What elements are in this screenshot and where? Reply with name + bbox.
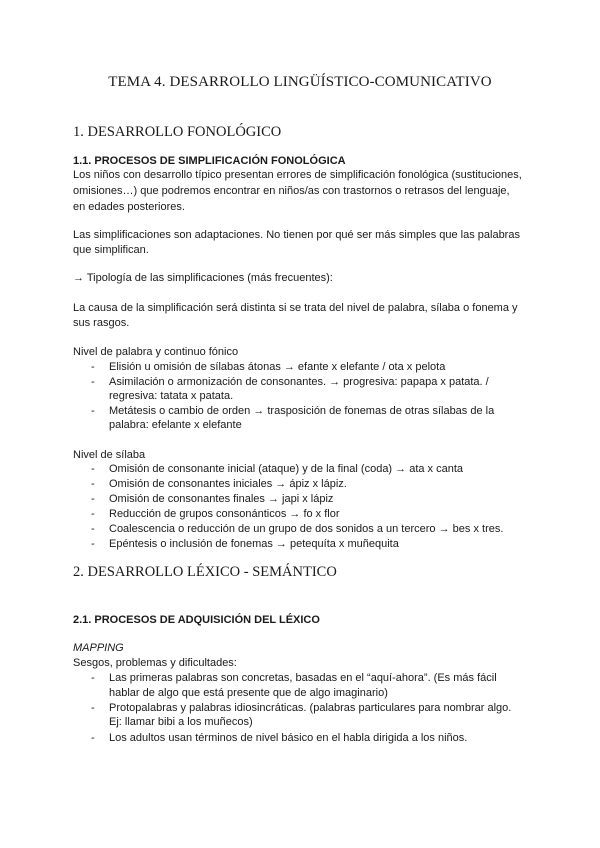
list-item-cont: regresiva: tatata x patata. [109,390,234,402]
paragraph-line: Los niños con desarrollo típico presentan errores de simplificación fonológica (sustituciones, [73,169,522,181]
arrow-line: → Tipología de las simplificaciones (más frecuentes): [73,272,333,284]
list-item-cont: hablar de algo que está presente que de algo imaginario) [109,687,388,699]
list-item: Los adultos usan términos de nivel básico en el habla dirigida a los niños. [109,732,468,744]
list-item: Omisión de consonantes iniciales → ápiz x lápiz. [109,478,347,490]
bullet-dash: - [91,702,95,714]
mapping-label: MAPPING [73,642,124,654]
bullet-dash: - [91,463,95,475]
bullet-dash: - [91,732,95,744]
bullet-dash: - [91,672,95,684]
bullet-dash: - [91,478,95,490]
section1-heading: 1. DESARROLLO FONOLÓGICO [73,124,282,140]
bullet-dash: - [91,523,95,535]
list-item: Protopalabras y palabras idiosincráticas. (palabras particulares para nombrar algo. [109,702,512,714]
bullet-dash: - [91,538,95,550]
list-item: Elisión u omisión de sílabas átonas → efante x elefante / ota x pelota [109,361,446,373]
bullet-dash: - [91,376,95,388]
document-title: TEMA 4. DESARROLLO LINGÜÍSTICO-COMUNICATIVO [108,74,492,90]
list-item: Epéntesis o inclusión de fonemas → petequíta x muñequita [109,538,399,550]
paragraph-line: sus rasgos. [73,317,130,329]
list-item-cont: palabra: efelante x elefante [109,419,242,431]
group-label: Nivel de palabra y continuo fónico [73,346,239,358]
list-item: Metátesis o cambio de orden → trasposición de fonemas de otras sílabas de la [109,405,495,417]
list-item: Reducción de grupos consonánticos → fo x flor [109,508,340,520]
paragraph-line: omisiones…) que podremos encontrar en niños/as con trastornos o retrasos del lenguaje, [73,185,510,197]
list-item: Asimilación o armonización de consonantes. → progresiva: papapa x patata. / [109,376,489,388]
paragraph-line: La causa de la simplificación será distinta si se trata del nivel de palabra, sílaba o fonema y [73,302,518,314]
section1-subheading: 1.1. PROCESOS DE SIMPLIFICACIÓN FONOLÓGICA [73,155,346,167]
list-item: Coalescencia o reducción de un grupo de dos sonidos a un tercero → bes x tres. [109,523,504,535]
bullet-dash: - [91,405,95,417]
bullet-dash: - [91,508,95,520]
group-label: Nivel de sílaba [73,449,146,461]
paragraph-line: Las simplificaciones son adaptaciones. No tienen por qué ser más simples que las palabras [73,229,520,241]
intro-line: Sesgos, problemas y dificultades: [73,657,237,669]
list-item: Las primeras palabras son concretas, basadas en el “aquí-ahora”. (Es más fácil [109,672,497,684]
section2-subheading: 2.1. PROCESOS DE ADQUISICIÓN DEL LÉXICO [73,614,320,626]
paragraph-line: en edades posteriores. [73,201,185,213]
bullet-dash: - [91,493,95,505]
bullet-dash: - [91,361,95,373]
list-item: Omisión de consonante inicial (ataque) y de la final (coda) → ata x canta [109,463,464,475]
paragraph-line: que simplifican. [73,244,149,256]
section2-heading: 2. DESARROLLO LÉXICO - SEMÁNTICO [73,564,337,580]
list-item: Omisión de consonantes finales → japi x lápiz [109,493,334,505]
list-item-cont: Ej: llamar bibi a los muñecos) [109,716,253,728]
